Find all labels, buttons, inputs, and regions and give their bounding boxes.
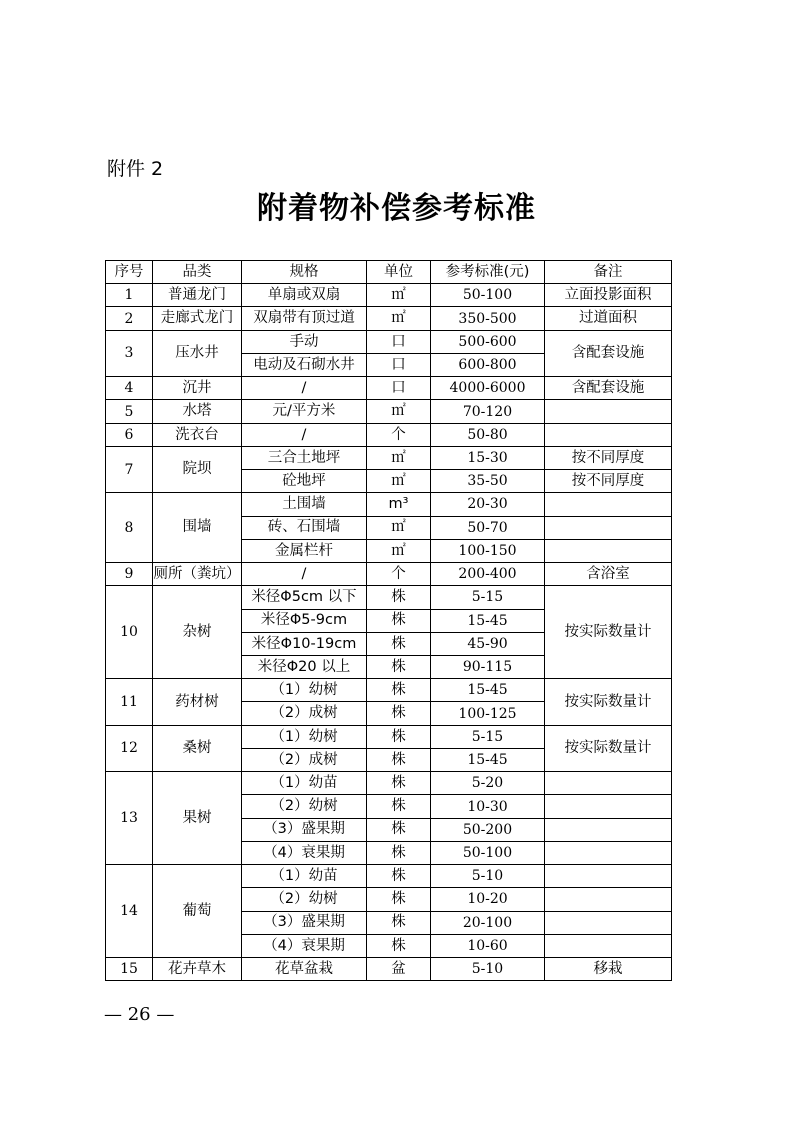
row-spec: （4）衰果期 [242, 841, 367, 864]
header-no: 序号 [106, 261, 153, 284]
row-spec: 米径Φ5cm 以下 [242, 586, 367, 609]
row-spec: （3）盛果期 [242, 818, 367, 841]
row-spec: 米径Φ5-9cm [242, 609, 367, 632]
row-note [545, 400, 672, 423]
row-spec: 砼地坪 [242, 470, 367, 493]
row-unit: 株 [367, 772, 431, 795]
row-note [545, 539, 672, 562]
row-note [545, 818, 672, 841]
row-spec: （2）成树 [242, 748, 367, 771]
row-price: 5-15 [431, 725, 545, 748]
row-note [545, 493, 672, 516]
row-unit: 株 [367, 702, 431, 725]
row-price: 5-15 [431, 586, 545, 609]
row-spec: / [242, 563, 367, 586]
row-unit: 株 [367, 586, 431, 609]
page-title: 附着物补偿参考标准 [257, 191, 536, 226]
row-unit: 株 [367, 865, 431, 888]
row-price: 15-30 [431, 446, 545, 469]
row-unit: 株 [367, 795, 431, 818]
row-no: 15 [106, 958, 153, 981]
row-no: 1 [106, 284, 153, 307]
row-unit: 口 [367, 330, 431, 353]
table-row [106, 307, 672, 330]
row-price: 200-400 [431, 563, 545, 586]
table-header-row [106, 261, 672, 284]
table-row [106, 586, 672, 609]
row-no: 7 [106, 446, 153, 492]
row-no: 14 [106, 865, 153, 958]
row-category: 压水井 [153, 330, 242, 376]
row-note [545, 888, 672, 911]
row-note: 按不同厚度 [545, 470, 672, 493]
table-row [106, 958, 672, 981]
row-category: 走廊式龙门 [153, 307, 242, 330]
row-spec: 土围墙 [242, 493, 367, 516]
row-spec: 米径Φ20 以上 [242, 655, 367, 678]
row-spec: （1）幼树 [242, 725, 367, 748]
row-no: 11 [106, 679, 153, 725]
table-row [106, 563, 672, 586]
row-unit: 株 [367, 632, 431, 655]
row-price: 5-10 [431, 865, 545, 888]
row-unit: 个 [367, 423, 431, 446]
row-spec: 金属栏杆 [242, 539, 367, 562]
row-category: 院坝 [153, 446, 242, 492]
row-note [545, 841, 672, 864]
row-category: 葡萄 [153, 865, 242, 958]
row-price: 50-100 [431, 841, 545, 864]
row-note [545, 865, 672, 888]
row-price: 500-600 [431, 330, 545, 353]
compensation-table [105, 260, 672, 981]
row-spec: / [242, 377, 367, 400]
row-no: 4 [106, 377, 153, 400]
row-no: 5 [106, 400, 153, 423]
row-unit: 株 [367, 911, 431, 934]
row-note [545, 911, 672, 934]
row-no: 3 [106, 330, 153, 376]
row-note [545, 516, 672, 539]
row-unit: 口 [367, 377, 431, 400]
table-row [106, 865, 672, 888]
row-spec: 手动 [242, 330, 367, 353]
row-note: 按不同厚度 [545, 446, 672, 469]
row-no: 2 [106, 307, 153, 330]
table-row [106, 679, 672, 702]
row-price: 10-20 [431, 888, 545, 911]
table-row [106, 772, 672, 795]
row-category: 果树 [153, 772, 242, 865]
row-spec: （2）幼树 [242, 795, 367, 818]
row-price: 20-100 [431, 911, 545, 934]
row-price: 20-30 [431, 493, 545, 516]
row-price: 50-100 [431, 284, 545, 307]
table-row [106, 423, 672, 446]
row-spec: 双扇带有顶过道 [242, 307, 367, 330]
row-spec: （4）衰果期 [242, 934, 367, 957]
row-note [545, 423, 672, 446]
table-row [106, 400, 672, 423]
row-no: 8 [106, 493, 153, 563]
row-unit: 株 [367, 888, 431, 911]
row-category: 围墙 [153, 493, 242, 563]
row-price: 15-45 [431, 679, 545, 702]
table-row [106, 493, 672, 516]
header-spec: 规格 [242, 261, 367, 284]
row-spec: 花草盆栽 [242, 958, 367, 981]
header-category: 品类 [153, 261, 242, 284]
row-price: 100-125 [431, 702, 545, 725]
row-spec: / [242, 423, 367, 446]
row-price: 50-70 [431, 516, 545, 539]
table-row [106, 725, 672, 748]
row-unit: 株 [367, 818, 431, 841]
row-note: 按实际数量计 [545, 679, 672, 725]
row-category: 药材树 [153, 679, 242, 725]
row-spec: （1）幼树 [242, 679, 367, 702]
row-note: 含配套设施 [545, 330, 672, 376]
row-unit: ㎡ [367, 400, 431, 423]
attachment-label: 附件 2 [107, 158, 164, 180]
row-no: 9 [106, 563, 153, 586]
row-category: 桑树 [153, 725, 242, 771]
row-unit: 株 [367, 725, 431, 748]
row-category: 沉井 [153, 377, 242, 400]
row-spec: 单扇或双扇 [242, 284, 367, 307]
row-note: 立面投影面积 [545, 284, 672, 307]
row-unit: 株 [367, 934, 431, 957]
row-unit: ㎡ [367, 470, 431, 493]
row-category: 厕所（粪坑） [153, 563, 242, 586]
row-note [545, 795, 672, 818]
row-unit: 株 [367, 655, 431, 678]
row-no: 12 [106, 725, 153, 771]
row-unit: 盆 [367, 958, 431, 981]
row-price: 100-150 [431, 539, 545, 562]
row-price: 350-500 [431, 307, 545, 330]
row-category: 水塔 [153, 400, 242, 423]
row-note: 移栽 [545, 958, 672, 981]
row-spec: （3）盛果期 [242, 911, 367, 934]
row-unit: 株 [367, 609, 431, 632]
row-price: 600-800 [431, 353, 545, 376]
row-price: 90-115 [431, 655, 545, 678]
table-row [106, 377, 672, 400]
header-price: 参考标准(元) [431, 261, 545, 284]
row-no: 13 [106, 772, 153, 865]
row-unit: 口 [367, 353, 431, 376]
row-unit: ㎡ [367, 446, 431, 469]
table-row [106, 446, 672, 469]
row-price: 35-50 [431, 470, 545, 493]
row-category: 杂树 [153, 586, 242, 679]
row-price: 50-200 [431, 818, 545, 841]
row-spec: （2）幼树 [242, 888, 367, 911]
row-category: 洗衣台 [153, 423, 242, 446]
row-price: 4000-6000 [431, 377, 545, 400]
row-price: 5-20 [431, 772, 545, 795]
row-no: 6 [106, 423, 153, 446]
row-price: 70-120 [431, 400, 545, 423]
row-price: 5-10 [431, 958, 545, 981]
row-unit: 个 [367, 563, 431, 586]
row-unit: ㎡ [367, 516, 431, 539]
row-no: 10 [106, 586, 153, 679]
row-price: 45-90 [431, 632, 545, 655]
page-number: — 26 — [104, 1004, 175, 1025]
row-note: 过道面积 [545, 307, 672, 330]
row-note: 按实际数量计 [545, 725, 672, 771]
row-category: 花卉草木 [153, 958, 242, 981]
row-price: 15-45 [431, 748, 545, 771]
row-note [545, 934, 672, 957]
table-row [106, 284, 672, 307]
row-price: 10-30 [431, 795, 545, 818]
row-unit: 株 [367, 841, 431, 864]
row-note: 含配套设施 [545, 377, 672, 400]
row-unit: 株 [367, 748, 431, 771]
row-unit: ㎡ [367, 284, 431, 307]
row-spec: 元/平方米 [242, 400, 367, 423]
row-note: 按实际数量计 [545, 586, 672, 679]
row-note: 含浴室 [545, 563, 672, 586]
row-category: 普通龙门 [153, 284, 242, 307]
row-unit: ㎡ [367, 307, 431, 330]
table-row [106, 330, 672, 353]
row-spec: （1）幼苗 [242, 865, 367, 888]
header-unit: 单位 [367, 261, 431, 284]
row-note [545, 772, 672, 795]
row-price: 10-60 [431, 934, 545, 957]
row-price: 50-80 [431, 423, 545, 446]
row-unit: ㎡ [367, 539, 431, 562]
row-spec: 砖、石围墙 [242, 516, 367, 539]
row-price: 15-45 [431, 609, 545, 632]
row-unit: m³ [367, 493, 431, 516]
row-spec: 电动及石砌水井 [242, 353, 367, 376]
row-unit: 株 [367, 679, 431, 702]
row-spec: 三合土地坪 [242, 446, 367, 469]
row-spec: （1）幼苗 [242, 772, 367, 795]
header-note: 备注 [545, 261, 672, 284]
row-spec: （2）成树 [242, 702, 367, 725]
row-spec: 米径Φ10-19cm [242, 632, 367, 655]
